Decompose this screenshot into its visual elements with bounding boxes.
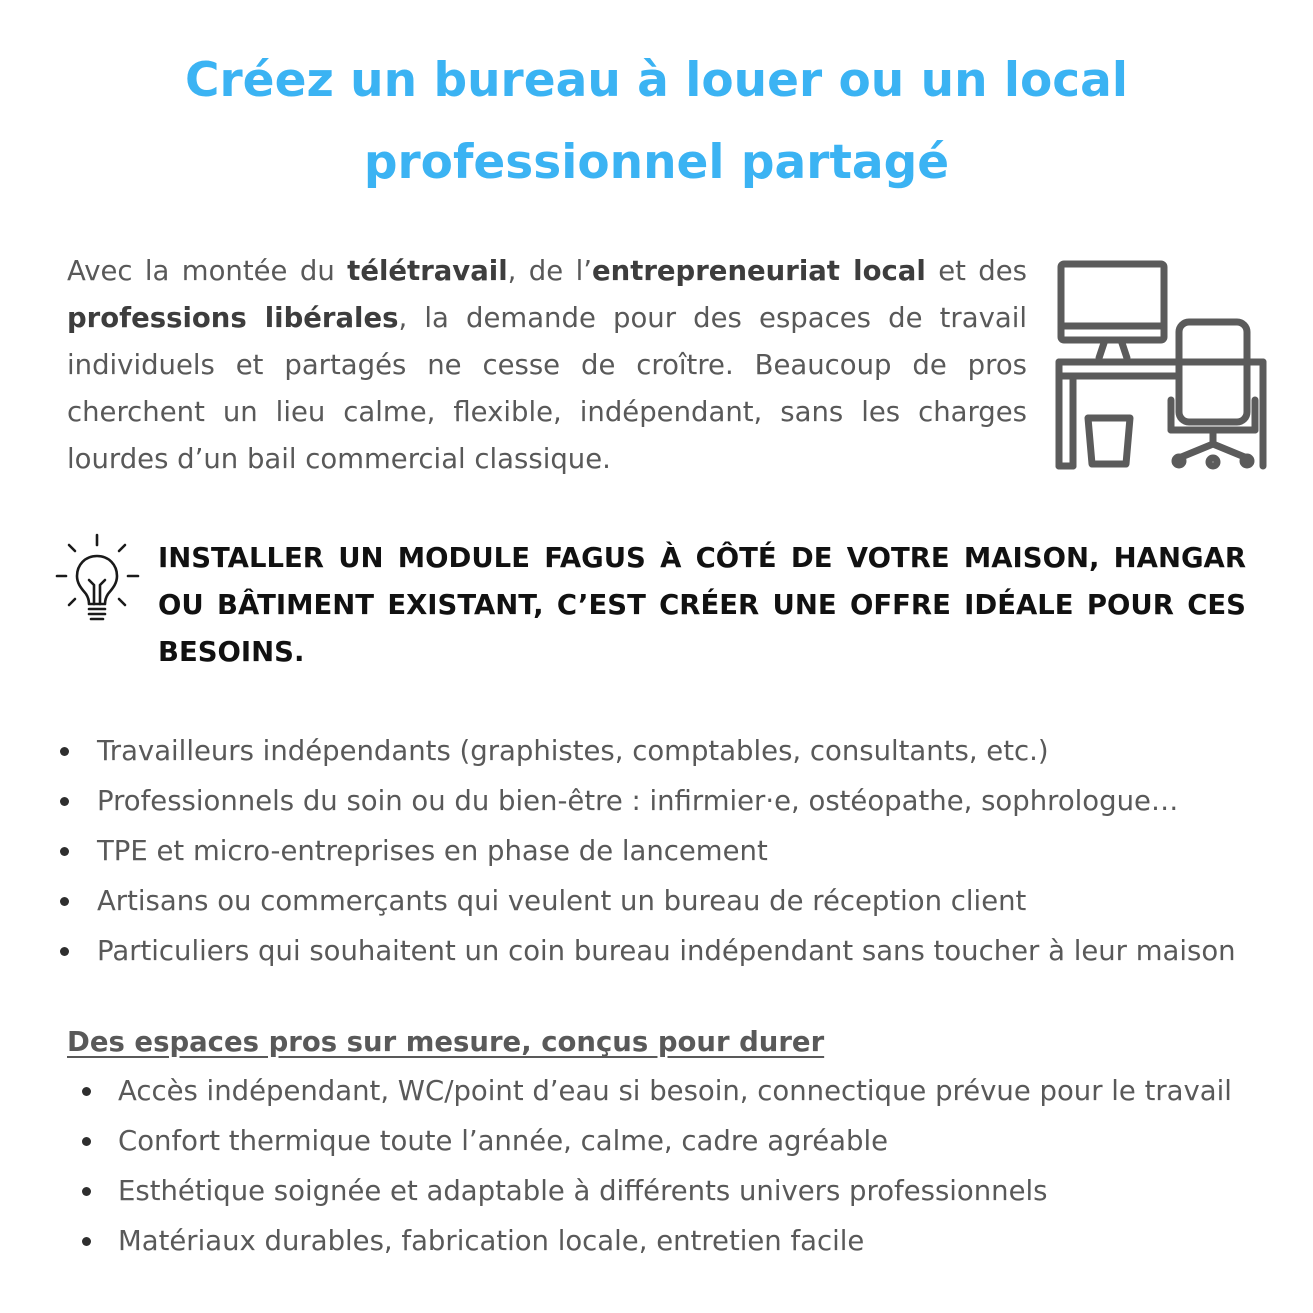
bullet-icon: [82, 1187, 91, 1196]
lightbulb-icon: [52, 532, 144, 626]
office-desk-icon: [1055, 258, 1267, 470]
list-item-text: Particuliers qui souhaitent un coin bureau indépendant sans toucher à leur maison: [97, 935, 1236, 967]
list-item: [118, 1166, 1232, 1216]
page-title-line-2: professionnel partagé: [363, 135, 950, 190]
intro-bold-teletravail: télétravail: [347, 255, 508, 287]
bullet-icon: [60, 797, 69, 806]
features-heading: Des espaces pros sur mesure, conçus pour durer: [67, 1026, 825, 1058]
list-item: [97, 726, 1236, 776]
bullet-icon: [60, 897, 69, 906]
list-item-text: Accès indépendant, WC/point d’eau si besoin, connectique prévue pour le travail: [118, 1075, 1232, 1107]
list-item: [97, 826, 1236, 876]
callout-text: INSTALLER UN MODULE FAGUS À CÔTÉ DE VOTRE MAISON, HANGAR OU BÂTIMENT EXISTANT, C’EST CRÉER UNE OFFRE IDÉALE POUR CES BESOINS.: [158, 542, 1246, 668]
bullet-icon: [60, 947, 69, 956]
list-item: [118, 1116, 1232, 1166]
intro-bold-professions: professions libérales: [67, 302, 399, 334]
features-list: [118, 1066, 1232, 1266]
bullet-icon: [82, 1237, 91, 1246]
list-item: [97, 876, 1236, 926]
list-item-text: TPE et micro-entreprises en phase de lancement: [97, 835, 768, 867]
bullet-icon: [82, 1137, 91, 1146]
list-item-text: Matériaux durables, fabrication locale, entretien facile: [118, 1225, 865, 1257]
intro-bold-entrepreneuriat: entrepreneuriat local: [591, 255, 926, 287]
list-item-text: Travailleurs indépendants (graphistes, comptables, consultants, etc.): [97, 735, 1049, 767]
intro-text-4: , la demande pour des espaces de travail individuels et partagés ne cesse de croître. Beaucoup de pros cherchent un lieu calme, flexible, indépendant, sans les charges lourdes d’un bail commercial classique.: [67, 302, 1027, 475]
list-item-text: Confort thermique toute l’année, calme, cadre agréable: [118, 1125, 888, 1157]
list-item: [97, 926, 1236, 976]
list-item-text: Artisans ou commerçants qui veulent un bureau de réception client: [97, 885, 1027, 917]
bullet-icon: [60, 847, 69, 856]
audience-list: [97, 726, 1236, 976]
list-item: [97, 776, 1236, 826]
intro-paragraph: [67, 248, 1027, 483]
bullet-icon: [82, 1087, 91, 1096]
intro-text-3: et des: [925, 255, 1028, 287]
list-item-text: Esthétique soignée et adaptable à différents univers professionnels: [118, 1175, 1048, 1207]
intro-text-2: , de l’: [507, 255, 592, 287]
list-item: [118, 1216, 1232, 1266]
page-title: [0, 40, 1313, 204]
list-item-text: Professionnels du soin ou du bien-être : infirmier·e, ostéopathe, sophrologue…: [97, 785, 1179, 817]
bullet-icon: [60, 747, 69, 756]
intro-text-1: Avec la montée du: [67, 255, 348, 287]
page-title-line-1: Créez un bureau à louer ou un local: [185, 53, 1128, 108]
list-item: [118, 1066, 1232, 1116]
